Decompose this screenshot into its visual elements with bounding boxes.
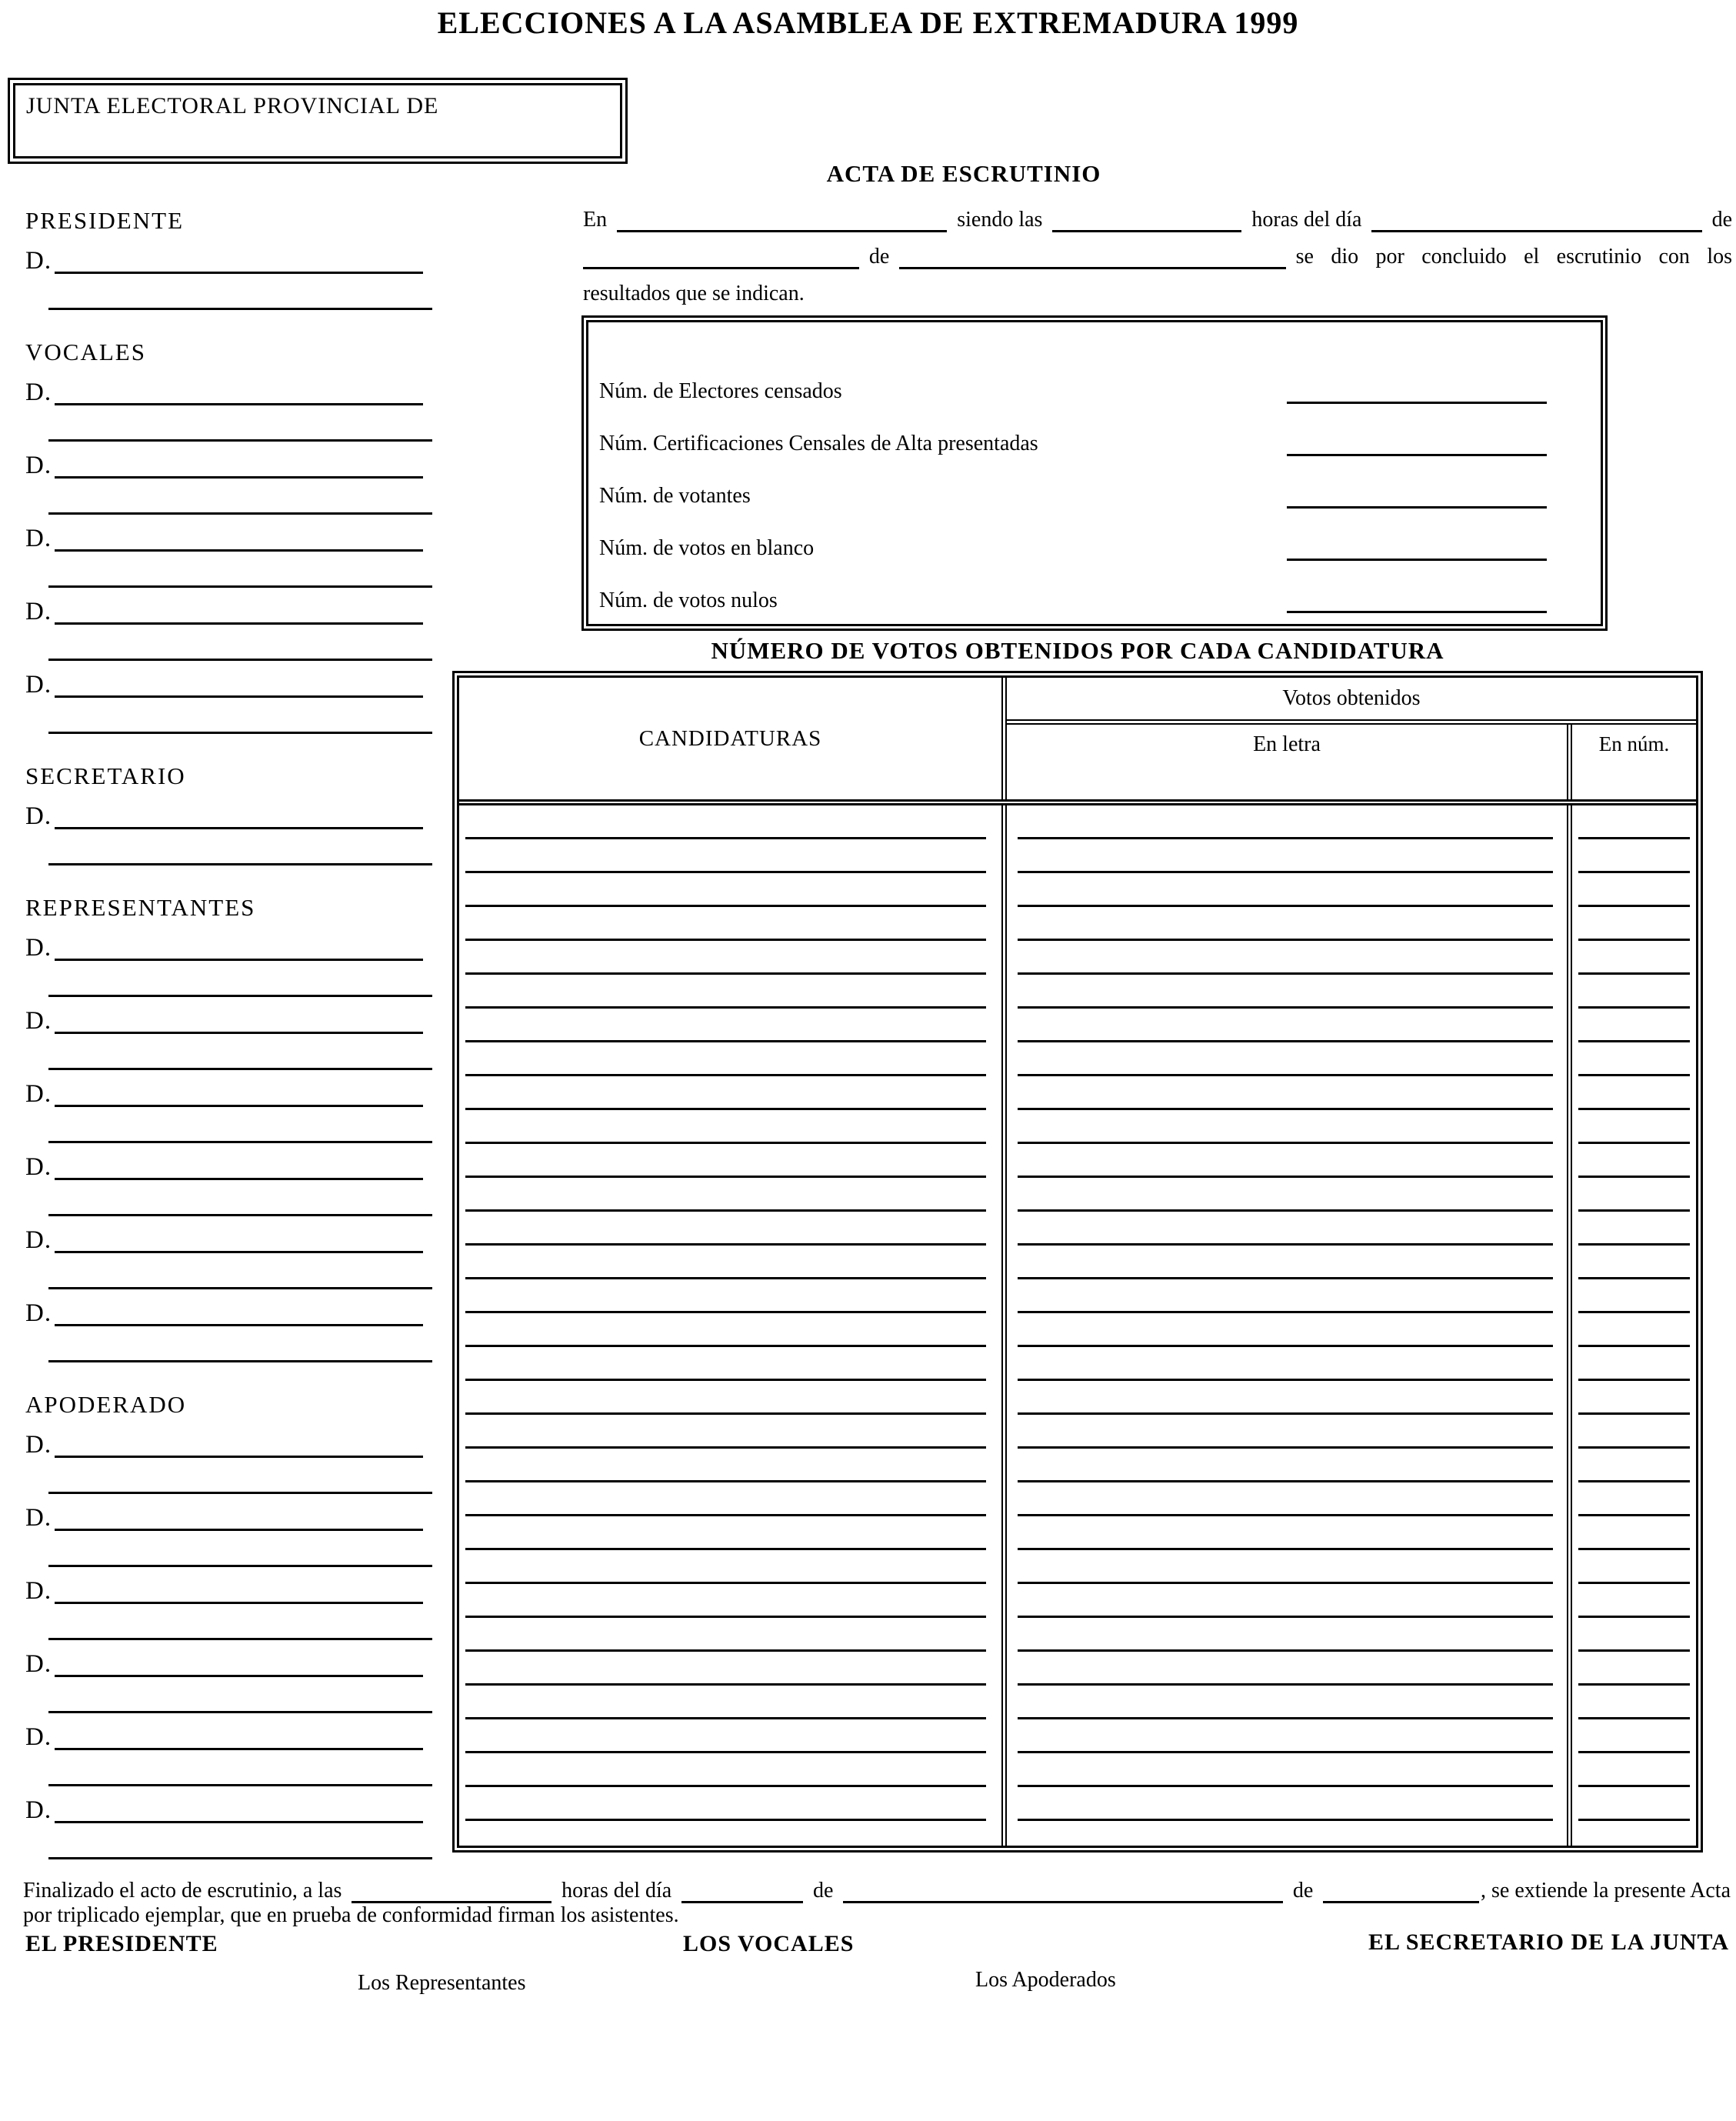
votes-table bbox=[452, 671, 1703, 1853]
candidaturas-column bbox=[459, 805, 1007, 1846]
official-entry-row bbox=[25, 589, 423, 625]
rule-line bbox=[1007, 1516, 1567, 1550]
signature-vocales: LOS VOCALES bbox=[683, 1931, 855, 1956]
rule-line bbox=[459, 907, 1001, 941]
stat-label: Núm. de votantes bbox=[599, 484, 751, 509]
entry-continuation-line bbox=[48, 274, 432, 310]
rule-line bbox=[459, 975, 1001, 1009]
en-num-column bbox=[1567, 805, 1696, 1846]
stat-blank-line bbox=[1287, 559, 1547, 561]
fill-in-blank-place bbox=[617, 230, 947, 232]
rule-line bbox=[1007, 1381, 1567, 1415]
entry-name-line bbox=[55, 1105, 423, 1107]
rule-line bbox=[459, 1144, 1001, 1178]
entry-continuation-line bbox=[48, 1531, 432, 1567]
official-entry bbox=[25, 238, 423, 310]
votes-table-header bbox=[459, 678, 1696, 805]
rule-line bbox=[459, 1719, 1001, 1753]
entry-continuation-line bbox=[48, 698, 432, 734]
rule-line bbox=[1007, 873, 1567, 907]
en-letra-column bbox=[1007, 805, 1567, 1846]
fill-in-blank-year bbox=[899, 267, 1285, 269]
rule-line bbox=[459, 941, 1001, 975]
entry-name-line bbox=[55, 1456, 423, 1458]
rule-line bbox=[1572, 1212, 1696, 1246]
rule-line bbox=[1572, 1279, 1696, 1313]
official-entry bbox=[25, 1715, 423, 1786]
official-entry-row bbox=[25, 662, 423, 698]
signature-presidente: EL PRESIDENTE bbox=[25, 1931, 218, 1956]
entry-name-line bbox=[55, 827, 423, 829]
entry-name-line bbox=[55, 476, 423, 479]
stat-label: Núm. Certificaciones Censales de Alta presentadas bbox=[599, 432, 1038, 456]
rule-line bbox=[1007, 1009, 1567, 1042]
rule-line bbox=[1007, 1652, 1567, 1686]
rule-line bbox=[1007, 1482, 1567, 1516]
entry-name-line bbox=[55, 959, 423, 961]
rule-line bbox=[459, 1753, 1001, 1787]
rule-line bbox=[459, 873, 1001, 907]
acta-paragraph bbox=[583, 195, 1732, 306]
acta-text-resultados: resultados que se indican. bbox=[583, 281, 805, 305]
rule-line bbox=[1572, 1686, 1696, 1719]
official-entry bbox=[25, 1642, 423, 1713]
entry-prefix: D. bbox=[25, 1431, 52, 1459]
rule-line bbox=[1572, 1144, 1696, 1178]
entry-name-line bbox=[55, 1529, 423, 1531]
rule-line bbox=[1007, 1449, 1567, 1482]
official-entry-row bbox=[25, 1291, 423, 1326]
rule-line bbox=[1007, 1144, 1567, 1178]
rule-line bbox=[1572, 1347, 1696, 1381]
votes-table-title: NÚMERO DE VOTOS OBTENIDOS POR CADA CANDIDATURA bbox=[711, 637, 1444, 664]
en-letra-header-cell: En letra bbox=[1253, 732, 1321, 756]
acta-heading: ACTA DE ESCRUTINIO bbox=[826, 160, 1101, 187]
rule-line bbox=[459, 1009, 1001, 1042]
acta-text-conclusion: se dio por concluido el escrutinio con los bbox=[1295, 244, 1732, 268]
entry-continuation-line bbox=[48, 961, 432, 997]
section-heading-presidente: PRESIDENTE bbox=[25, 207, 184, 234]
signature-secretario: EL SECRETARIO DE LA JUNTA bbox=[1368, 1929, 1729, 1955]
rule-line bbox=[1572, 873, 1696, 907]
rule-line bbox=[1572, 1516, 1696, 1550]
official-entry bbox=[25, 925, 423, 997]
entry-continuation-line bbox=[48, 1458, 432, 1494]
rule-line bbox=[1007, 1212, 1567, 1246]
rule-line bbox=[1572, 1753, 1696, 1787]
rule-line bbox=[1007, 975, 1567, 1009]
official-entry bbox=[25, 1788, 423, 1859]
rule-line bbox=[1572, 839, 1696, 873]
acta-text-horas-del-dia: horas del día bbox=[1251, 207, 1362, 232]
entry-name-line bbox=[55, 1821, 423, 1823]
rule-line bbox=[459, 1516, 1001, 1550]
section-heading-vocales: VOCALES bbox=[25, 338, 146, 365]
entry-prefix: D. bbox=[25, 1504, 52, 1532]
official-entry-row bbox=[25, 794, 423, 829]
rule-line bbox=[459, 1787, 1001, 1821]
rule-line bbox=[459, 1076, 1001, 1110]
rule-line bbox=[1572, 1719, 1696, 1753]
official-entry-row bbox=[25, 1422, 423, 1458]
fill-in-blank-day bbox=[1371, 230, 1701, 232]
entry-prefix: D. bbox=[25, 247, 52, 275]
entry-name-line bbox=[55, 1602, 423, 1604]
rule-line bbox=[1572, 805, 1696, 839]
rule-line bbox=[459, 1313, 1001, 1347]
entry-continuation-line bbox=[48, 405, 432, 442]
rule-line bbox=[1007, 1584, 1567, 1618]
entry-name-line bbox=[55, 1748, 423, 1750]
closing-text-finalizado: Finalizado el acto de escrutinio, a las bbox=[23, 1878, 342, 1903]
entry-prefix: D. bbox=[25, 1577, 52, 1605]
rule-line bbox=[459, 1652, 1001, 1686]
rule-line bbox=[1007, 1076, 1567, 1110]
official-entry-row bbox=[25, 516, 423, 552]
official-entry bbox=[25, 1291, 423, 1362]
entry-name-line bbox=[55, 695, 423, 698]
entry-prefix: D. bbox=[25, 598, 52, 625]
entry-continuation-line bbox=[48, 1750, 432, 1786]
official-entry bbox=[25, 1072, 423, 1143]
rule-line bbox=[1572, 1482, 1696, 1516]
rule-line bbox=[1007, 1042, 1567, 1076]
rule-line bbox=[459, 1415, 1001, 1449]
official-entry bbox=[25, 1218, 423, 1289]
official-entry bbox=[25, 516, 423, 588]
rule-line bbox=[1572, 1550, 1696, 1584]
acta-text-de-2: de bbox=[868, 244, 890, 268]
rule-line bbox=[1007, 1719, 1567, 1753]
stat-label: Núm. de votos en blanco bbox=[599, 536, 815, 561]
rule-line bbox=[1007, 1787, 1567, 1821]
votos-obtenidos-header-cell: Votos obtenidos bbox=[1007, 678, 1696, 725]
entry-name-line bbox=[55, 272, 423, 274]
rule-line bbox=[459, 1042, 1001, 1076]
rule-line bbox=[459, 1550, 1001, 1584]
entry-prefix: D. bbox=[25, 671, 52, 699]
official-entry-row bbox=[25, 925, 423, 961]
votos-obtenidos-header-group bbox=[1007, 678, 1696, 799]
stat-blank-line bbox=[1287, 506, 1547, 509]
entry-name-line bbox=[55, 1032, 423, 1034]
closing-text-de-1: de bbox=[813, 1878, 834, 1903]
rule-line bbox=[1572, 1415, 1696, 1449]
entry-prefix: D. bbox=[25, 1650, 52, 1678]
rule-line bbox=[459, 1618, 1001, 1652]
entry-prefix: D. bbox=[25, 1007, 52, 1035]
entry-continuation-line bbox=[48, 625, 432, 661]
rule-line bbox=[1572, 1381, 1696, 1415]
rule-line bbox=[1007, 1110, 1567, 1144]
fill-in-blank-close-day bbox=[681, 1901, 803, 1903]
closing-text-de-2: de bbox=[1292, 1878, 1314, 1903]
rule-line bbox=[459, 1178, 1001, 1212]
fill-in-blank-month bbox=[583, 267, 859, 269]
official-entry bbox=[25, 1145, 423, 1216]
stat-row bbox=[588, 456, 1601, 509]
acta-text-siendo-las: siendo las bbox=[957, 207, 1043, 232]
rule-line bbox=[1572, 1076, 1696, 1110]
rule-line bbox=[1572, 941, 1696, 975]
stat-row bbox=[588, 352, 1601, 404]
rule-line bbox=[1007, 1279, 1567, 1313]
official-entry bbox=[25, 1422, 423, 1494]
rule-line bbox=[459, 1246, 1001, 1279]
entry-prefix: D. bbox=[25, 802, 52, 830]
rule-line bbox=[459, 1381, 1001, 1415]
official-entry-row bbox=[25, 1715, 423, 1750]
closing-text-horas: horas del día bbox=[561, 1878, 672, 1903]
rule-line bbox=[459, 1482, 1001, 1516]
rule-line bbox=[1007, 1347, 1567, 1381]
entry-continuation-line bbox=[48, 1180, 432, 1216]
rule-line bbox=[1572, 1313, 1696, 1347]
entry-continuation-line bbox=[48, 552, 432, 588]
rule-line bbox=[459, 1110, 1001, 1144]
fill-in-blank-close-year bbox=[1323, 1901, 1479, 1903]
stat-label: Núm. de Electores censados bbox=[599, 379, 842, 404]
rule-line bbox=[1007, 1753, 1567, 1787]
entry-continuation-line bbox=[48, 479, 432, 515]
entry-name-line bbox=[55, 1675, 423, 1677]
rule-line bbox=[1572, 1009, 1696, 1042]
stat-label: Núm. de votos nulos bbox=[599, 589, 778, 613]
rule-line bbox=[1007, 839, 1567, 873]
rule-line bbox=[1007, 1178, 1567, 1212]
official-entry-row bbox=[25, 1642, 423, 1677]
closing-paragraph-line2: por triplicado ejemplar, que en prueba de conformidad firman los asistentes. bbox=[23, 1903, 679, 1927]
rule-line bbox=[1007, 941, 1567, 975]
entry-prefix: D. bbox=[25, 452, 52, 479]
entry-prefix: D. bbox=[25, 525, 52, 552]
entry-continuation-line bbox=[48, 1107, 432, 1143]
rule-line bbox=[459, 1449, 1001, 1482]
en-num-header-cell: En núm. bbox=[1567, 725, 1696, 799]
official-entry bbox=[25, 794, 423, 865]
entry-continuation-line bbox=[48, 1253, 432, 1289]
stat-blank-line bbox=[1287, 611, 1547, 613]
votes-table-body bbox=[459, 805, 1696, 1846]
section-heading-secretario: SECRETARIO bbox=[25, 762, 186, 789]
rule-line bbox=[1572, 907, 1696, 941]
official-entry bbox=[25, 443, 423, 515]
junta-box-label: JUNTA ELECTORAL PROVINCIAL DE bbox=[26, 93, 439, 118]
officials-column bbox=[25, 203, 423, 1861]
votos-subheader-row bbox=[1007, 725, 1696, 799]
official-entry-row bbox=[25, 1218, 423, 1253]
stat-row bbox=[588, 561, 1601, 613]
rule-line bbox=[1007, 1550, 1567, 1584]
entry-name-line bbox=[55, 1178, 423, 1180]
rule-line bbox=[459, 1212, 1001, 1246]
stats-box bbox=[581, 315, 1608, 631]
entry-prefix: D. bbox=[25, 379, 52, 406]
stat-blank-line bbox=[1287, 402, 1547, 404]
entry-continuation-line bbox=[48, 1034, 432, 1070]
rule-line bbox=[459, 1279, 1001, 1313]
rule-line bbox=[1007, 1415, 1567, 1449]
entry-prefix: D. bbox=[25, 1796, 52, 1824]
entry-name-line bbox=[55, 1324, 423, 1326]
entry-name-line bbox=[55, 622, 423, 625]
entry-continuation-line bbox=[48, 1677, 432, 1713]
closing-paragraph-line1 bbox=[23, 1868, 1731, 1903]
rule-line bbox=[1007, 907, 1567, 941]
rule-line bbox=[1572, 1584, 1696, 1618]
section-heading-apoderado: APODERADO bbox=[25, 1391, 187, 1418]
entry-prefix: D. bbox=[25, 1226, 52, 1254]
rule-line bbox=[1572, 1246, 1696, 1279]
rule-line bbox=[1572, 1652, 1696, 1686]
section-heading-representantes: REPRESENTANTES bbox=[25, 894, 256, 921]
acta-line-3 bbox=[583, 269, 1732, 306]
official-entry-row bbox=[25, 1496, 423, 1531]
official-entry bbox=[25, 1496, 423, 1567]
entry-continuation-line bbox=[48, 1823, 432, 1859]
rule-line bbox=[1572, 1449, 1696, 1482]
official-entry-row bbox=[25, 999, 423, 1034]
official-entry bbox=[25, 589, 423, 661]
official-entry-row bbox=[25, 1145, 423, 1180]
fill-in-blank-close-month bbox=[843, 1901, 1282, 1903]
official-entry bbox=[25, 1569, 423, 1640]
rule-line bbox=[1007, 805, 1567, 839]
official-entry-row bbox=[25, 443, 423, 479]
stat-row bbox=[588, 404, 1601, 456]
entry-continuation-line bbox=[48, 1326, 432, 1362]
rule-line bbox=[1007, 1618, 1567, 1652]
rule-line bbox=[459, 805, 1001, 839]
rule-line bbox=[459, 1347, 1001, 1381]
stat-blank-line bbox=[1287, 454, 1547, 456]
official-entry-row bbox=[25, 1569, 423, 1604]
rule-line bbox=[1572, 975, 1696, 1009]
signature-representantes: Los Representantes bbox=[358, 1971, 526, 1995]
stat-row bbox=[588, 509, 1601, 561]
rule-line bbox=[1007, 1313, 1567, 1347]
official-entry-row bbox=[25, 370, 423, 405]
official-entry-row bbox=[25, 1788, 423, 1823]
rule-line bbox=[1007, 1686, 1567, 1719]
rule-line bbox=[459, 1584, 1001, 1618]
official-entry-row bbox=[25, 238, 423, 274]
closing-text-se-extiende: , se extiende la presente Acta bbox=[1481, 1878, 1731, 1903]
acta-text-de: de bbox=[1711, 207, 1732, 232]
entry-name-line bbox=[55, 403, 423, 405]
official-entry bbox=[25, 999, 423, 1070]
rule-line bbox=[1572, 1787, 1696, 1821]
entry-prefix: D. bbox=[25, 1723, 52, 1751]
official-entry bbox=[25, 370, 423, 442]
official-entry bbox=[25, 662, 423, 734]
entry-name-line bbox=[55, 549, 423, 552]
entry-prefix: D. bbox=[25, 1299, 52, 1327]
entry-continuation-line bbox=[48, 829, 432, 865]
rule-line bbox=[459, 1686, 1001, 1719]
rule-line bbox=[1572, 1618, 1696, 1652]
acta-line-1 bbox=[583, 195, 1732, 232]
rule-line bbox=[1007, 1246, 1567, 1279]
rule-line bbox=[1572, 1110, 1696, 1144]
fill-in-blank-hour bbox=[1052, 230, 1241, 232]
rule-line bbox=[1572, 1042, 1696, 1076]
signature-apoderados: Los Apoderados bbox=[975, 1968, 1116, 1992]
entry-continuation-line bbox=[48, 1604, 432, 1640]
entry-prefix: D. bbox=[25, 1153, 52, 1181]
entry-prefix: D. bbox=[25, 934, 52, 962]
acta-text-en: En bbox=[583, 207, 608, 232]
rule-line bbox=[459, 839, 1001, 873]
candidaturas-header-cell: CANDIDATURAS bbox=[459, 678, 1007, 799]
page-title: ELECCIONES A LA ASAMBLEA DE EXTREMADURA 1999 bbox=[437, 5, 1299, 40]
rule-line bbox=[1572, 1178, 1696, 1212]
acta-line-2 bbox=[583, 232, 1732, 269]
entry-name-line bbox=[55, 1251, 423, 1253]
official-entry-row bbox=[25, 1072, 423, 1107]
entry-prefix: D. bbox=[25, 1080, 52, 1108]
junta-electoral-box bbox=[8, 78, 628, 164]
